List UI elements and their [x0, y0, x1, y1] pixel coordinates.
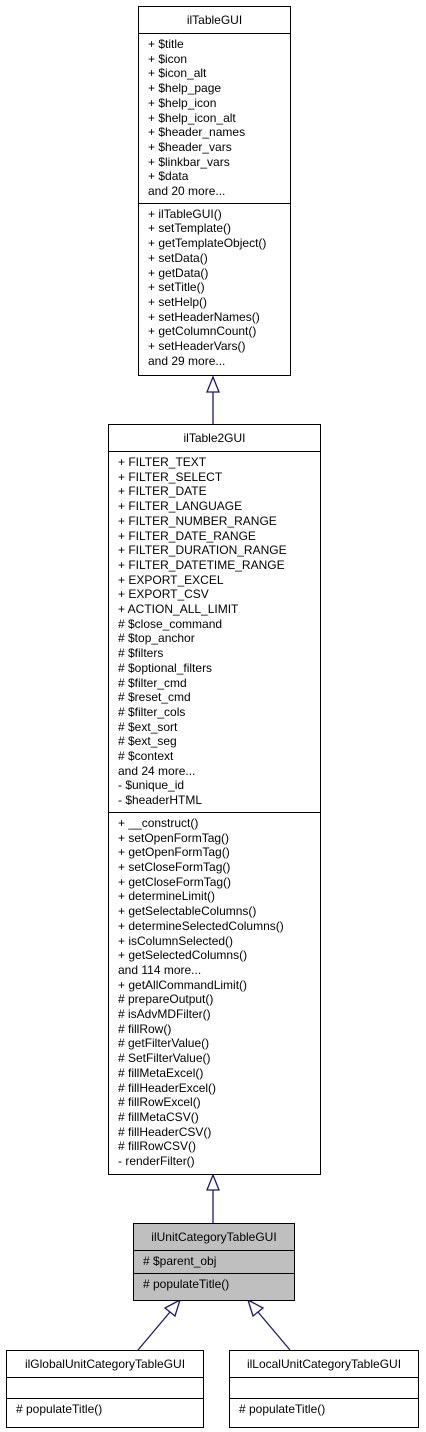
class-name: ilUnitCategoryTableGUI — [151, 1230, 277, 1244]
attribute: + $title — [148, 37, 184, 51]
attribute: + FILTER_DURATION_RANGE — [118, 543, 287, 558]
edge-illocalunitcategorytablegui-to-ilunitcategorytablegui — [258, 1312, 290, 1350]
attribute: # $top_anchor — [118, 631, 195, 646]
operations-section — [7, 1398, 203, 1421]
more-operations: and 114 more... — [118, 962, 202, 977]
attribute: + ACTION_ALL_LIMIT — [118, 602, 239, 617]
arrowhead-iltable2gui — [207, 1175, 219, 1190]
operation: + setTemplate() — [148, 221, 232, 236]
attribute: + $data — [148, 169, 189, 184]
attribute: # $filter_cmd — [118, 675, 187, 690]
attributes-section — [230, 1377, 418, 1398]
attribute: # $parent_obj — [143, 1254, 217, 1268]
operation: + getTemplateObject() — [148, 236, 267, 251]
attribute: + EXPORT_CSV — [118, 587, 209, 602]
attribute: # $optional_filters — [118, 660, 213, 675]
operation: + setHelp() — [148, 294, 208, 309]
operation: + getOpenFormTag() — [118, 845, 230, 860]
attribute: + $header_vars — [148, 139, 232, 154]
operation: + setHeaderNames() — [148, 309, 260, 324]
attributes-section — [7, 1377, 203, 1398]
attribute: + $header_names — [148, 125, 246, 140]
attribute: + $help_icon_alt — [148, 110, 236, 125]
arrowhead-ilunitcategorytablegui-left — [165, 1300, 180, 1316]
more-operations: and 29 more... — [148, 353, 226, 368]
attribute: # $context — [118, 749, 174, 764]
class-box-iltablegui — [138, 6, 291, 376]
operation: + ilTableGUI() — [148, 206, 222, 221]
attribute: + $help_page — [148, 81, 222, 96]
operation: + setCloseFormTag() — [118, 859, 231, 874]
operation: # populateTitle() — [239, 1402, 326, 1416]
attribute: + $icon_alt — [148, 66, 207, 81]
arrowhead-iltablegui — [207, 377, 219, 392]
operations-section — [109, 812, 320, 1173]
operation: # prepareOutput() — [118, 992, 214, 1007]
attribute: # $filter_cols — [118, 704, 186, 719]
attribute: + FILTER_TEXT — [118, 455, 207, 469]
operation: + determineLimit() — [118, 889, 216, 904]
attribute: - $headerHTML — [118, 793, 203, 808]
operations-section — [139, 203, 290, 373]
attribute: + EXPORT_EXCEL — [118, 572, 224, 587]
operation: + determineSelectedColumns() — [118, 918, 284, 933]
operation: # fillRowExcel() — [118, 1095, 201, 1110]
operation: + setTitle() — [148, 280, 205, 295]
operation: + getColumnCount() — [148, 324, 257, 339]
operation: + __construct() — [118, 815, 199, 830]
attribute: # $filters — [118, 646, 164, 661]
operation: + getData() — [148, 265, 209, 280]
attributes-section — [134, 1250, 294, 1273]
attribute: + FILTER_DATE_RANGE — [118, 528, 256, 543]
operation: + setHeaderVars() — [148, 339, 246, 354]
attribute: + $help_icon — [148, 95, 217, 110]
class-name: ilTableGUI — [186, 13, 243, 27]
edge-ilglobalunitcategorytablegui-to-ilunitcategorytablegui — [138, 1312, 170, 1350]
operation: # fillMetaCSV() — [118, 1109, 199, 1124]
operation: # fillHeaderExcel() — [118, 1080, 217, 1095]
attribute: + FILTER_DATETIME_RANGE — [118, 557, 285, 572]
operation: # populateTitle() — [16, 1402, 103, 1416]
operations-section — [134, 1273, 294, 1296]
attribute: + FILTER_LANGUAGE — [118, 499, 243, 514]
operation: # fillRow() — [118, 1021, 172, 1036]
operation: - renderFilter() — [118, 1154, 195, 1169]
operation: # getFilterValue() — [118, 1036, 210, 1051]
attribute: # $reset_cmd — [118, 690, 191, 705]
class-box-illocalunitcategorytablegui — [229, 1350, 419, 1428]
class-box-iltable2gui — [108, 424, 321, 1175]
attribute: + FILTER_NUMBER_RANGE — [118, 513, 277, 528]
operation: # fillRowCSV() — [118, 1139, 197, 1154]
operation: # fillHeaderCSV() — [118, 1124, 212, 1139]
class-box-ilglobalunitcategorytablegui — [6, 1350, 204, 1428]
operation: # isAdvMDFilter() — [118, 1007, 211, 1022]
operation: # fillMetaExcel() — [118, 1065, 204, 1080]
more-attributes: and 20 more... — [148, 184, 226, 199]
operation: + getAllCommandLimit() — [118, 977, 248, 992]
class-name: ilLocalUnitCategoryTableGUI — [246, 1357, 402, 1371]
class-box-ilunitcategorytablegui — [133, 1223, 295, 1301]
class-name: ilTable2GUI — [183, 431, 246, 445]
operation: + getSelectedColumns() — [118, 948, 248, 963]
operation: + isColumnSelected() — [118, 933, 234, 948]
attribute: - $unique_id — [118, 778, 185, 793]
attributes-section — [139, 33, 290, 203]
operation: # SetFilterValue() — [118, 1051, 211, 1066]
attribute: # $ext_seg — [118, 734, 177, 749]
operation: # populateTitle() — [143, 1276, 230, 1291]
attribute: # $close_command — [118, 616, 223, 631]
attribute: # $ext_sort — [118, 719, 178, 734]
operation: + getSelectableColumns() — [118, 904, 257, 919]
more-attributes: and 24 more... — [118, 763, 196, 778]
class-name: ilGlobalUnitCategoryTableGUI — [24, 1357, 186, 1371]
attribute: + $linkbar_vars — [148, 154, 230, 169]
arrowhead-ilunitcategorytablegui-right — [248, 1300, 263, 1316]
operations-section — [230, 1398, 418, 1421]
attributes-section — [109, 451, 320, 812]
operation: + getCloseFormTag() — [118, 874, 232, 889]
attribute: + $icon — [148, 51, 188, 66]
operation: + setOpenFormTag() — [118, 830, 230, 845]
attribute: + FILTER_SELECT — [118, 469, 223, 484]
operation: + setData() — [148, 250, 208, 265]
attribute: + FILTER_DATE — [118, 484, 207, 499]
